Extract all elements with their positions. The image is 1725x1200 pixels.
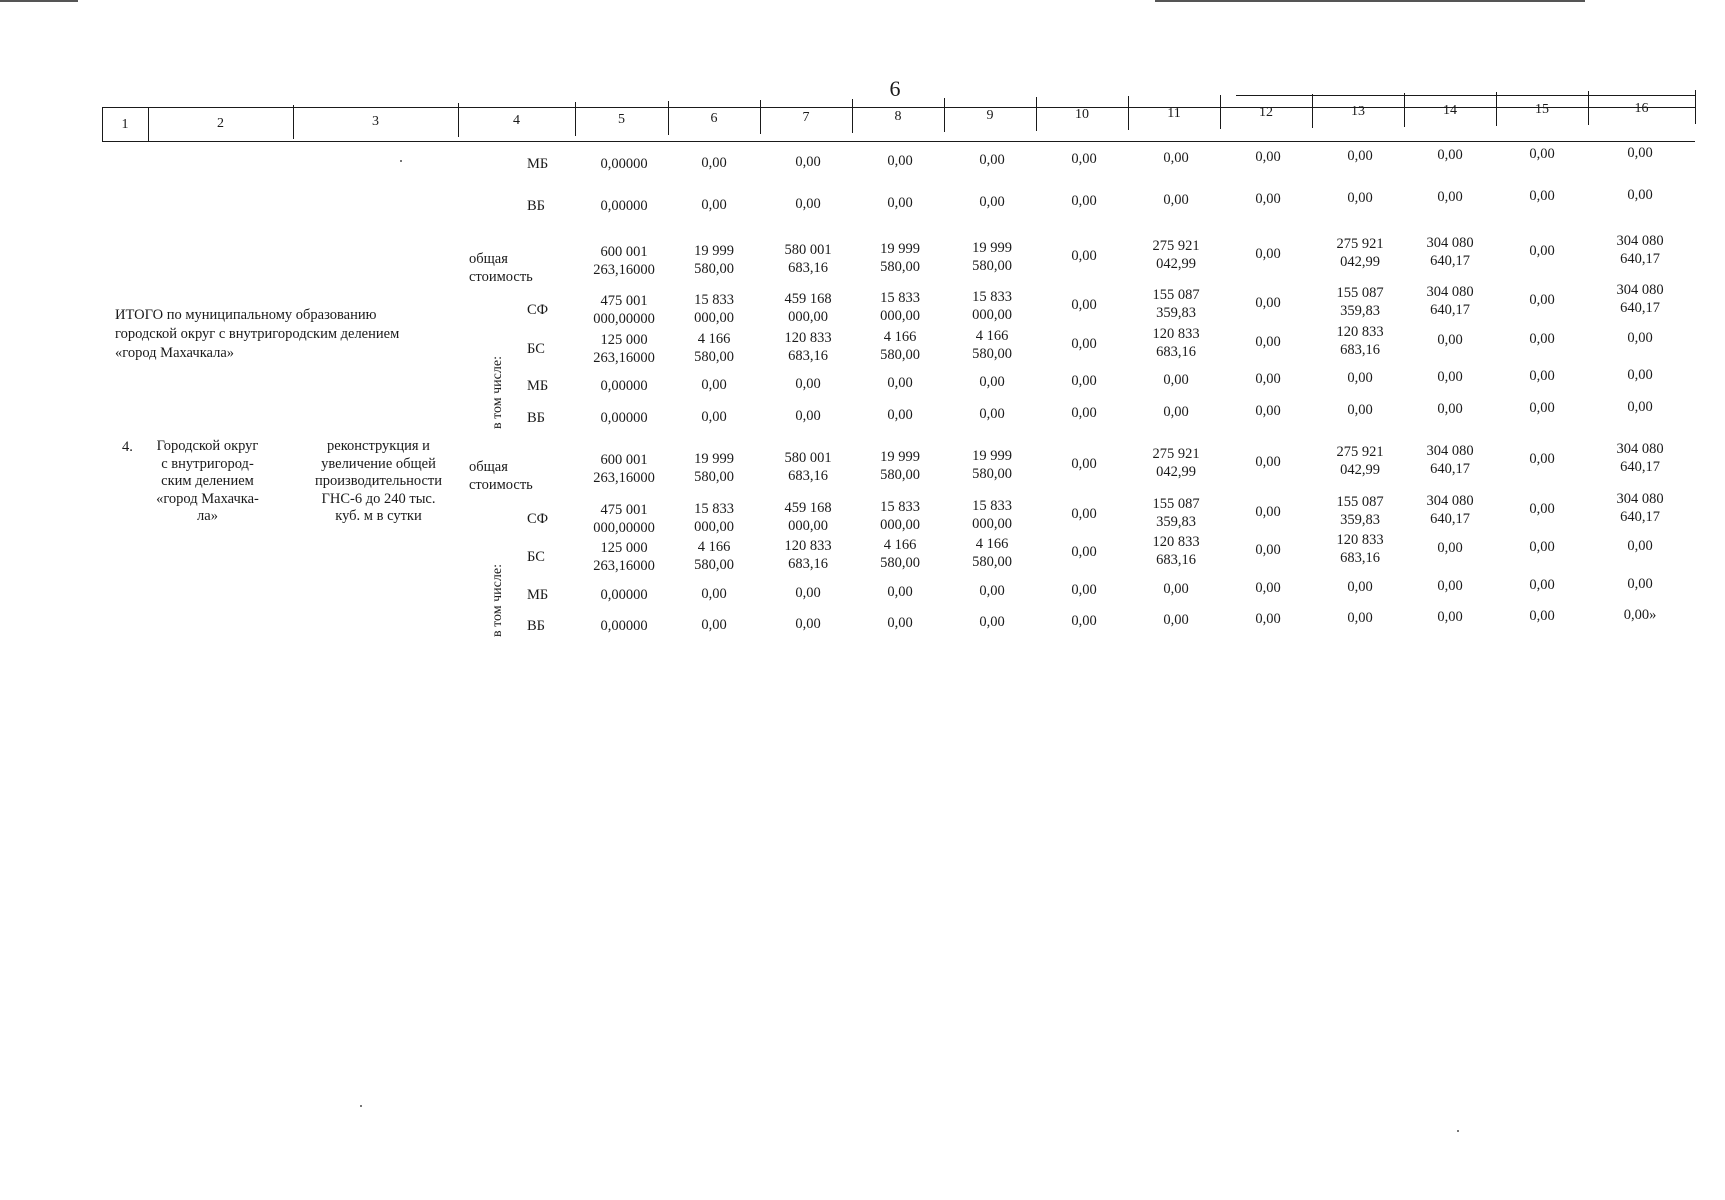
value-cell: 459 168 000,00 (784, 291, 832, 325)
value-cell: 0,00 (979, 406, 1005, 422)
scan-edge-mark (1155, 0, 1585, 2)
scan-edge-mark (0, 0, 78, 2)
source-code: БС (527, 341, 545, 357)
value-cell: 15 833 000,00 (694, 292, 734, 326)
value-cell: 0,00 (979, 583, 1005, 599)
value-cell: 0,00 (701, 377, 727, 393)
value-cell: 0,00 (887, 407, 913, 423)
column-header-12: 12 (1259, 105, 1273, 120)
value-cell: 4 166 580,00 (972, 536, 1012, 570)
value-cell: 0,00 (795, 154, 821, 170)
value-cell: 304 080 640,17 (1616, 491, 1664, 525)
value-cell: 0,00 (1529, 451, 1555, 467)
value-cell: 0,00 (1163, 581, 1189, 597)
value-cell: 120 833 683,16 (1152, 326, 1200, 360)
value-cell: 0,00000 (600, 618, 648, 634)
value-cell: 0,00 (1529, 400, 1555, 416)
value-cell: 0,00 (1071, 405, 1097, 421)
value-cell: 0,00 (701, 155, 727, 171)
value-cell: 0,00 (1529, 292, 1555, 308)
value-cell: 155 087 359,83 (1336, 494, 1384, 528)
column-header-6: 6 (710, 111, 718, 126)
item-name: Городской округ с внутригород- ским делением «город Махачка- ла» (156, 438, 259, 524)
value-cell: 0,00 (1529, 539, 1555, 555)
value-cell: 0,00 (1347, 148, 1373, 164)
value-cell: 475 001 000,00000 (593, 293, 655, 327)
value-cell: 0,00 (701, 586, 727, 602)
value-cell: 0,00 (1529, 146, 1555, 162)
value-cell: 0,00» (1623, 607, 1657, 623)
value-cell: 0,00 (1437, 540, 1463, 556)
value-cell: 0,00 (979, 152, 1005, 168)
value-cell: 0,00 (1529, 501, 1555, 517)
value-cell: 0,00 (887, 615, 913, 631)
value-cell: 15 833 000,00 (694, 501, 734, 535)
value-cell: 155 087 359,83 (1152, 496, 1200, 530)
value-cell: 459 168 000,00 (784, 500, 832, 534)
source-code: МБ (527, 378, 549, 394)
value-cell: 4 166 580,00 (694, 331, 734, 365)
value-cell: 0,00 (887, 375, 913, 391)
value-cell: 0,00000 (600, 378, 648, 394)
value-cell: 0,00 (1437, 189, 1463, 205)
value-cell: 0,00 (1627, 576, 1653, 592)
value-cell: 0,00 (1255, 334, 1281, 350)
value-cell: 19 999 580,00 (972, 448, 1012, 482)
column-header-14: 14 (1443, 103, 1457, 118)
value-cell: 0,00 (1255, 454, 1281, 470)
column-header-8: 8 (894, 109, 902, 124)
value-cell: 580 001 683,16 (784, 450, 832, 484)
including-label: в том числе: (490, 564, 505, 637)
total-cost-label: общая стоимость (469, 251, 533, 285)
value-cell: 0,00 (1071, 297, 1097, 313)
value-cell: 0,00 (1627, 187, 1653, 203)
column-header-2: 2 (217, 116, 224, 131)
value-cell: 0,00 (887, 584, 913, 600)
value-cell: 0,00 (795, 585, 821, 601)
value-cell: 0,00 (795, 376, 821, 392)
value-cell: 0,00 (1163, 150, 1189, 166)
source-code: ВБ (527, 618, 545, 634)
itogo-title: ИТОГО по муниципальному образованию городской округ с внутригородским делением «город Махачкала» (115, 307, 400, 361)
value-cell: 0,00 (1071, 373, 1097, 389)
source-code: СФ (527, 511, 549, 527)
value-cell: 4 166 580,00 (880, 537, 920, 571)
value-cell: 0,00 (1071, 613, 1097, 629)
value-cell: 0,00 (1627, 367, 1653, 383)
header-divider (1695, 90, 1696, 124)
value-cell: 0,00 (1529, 608, 1555, 624)
value-cell: 0,00 (1627, 538, 1653, 554)
value-cell: 0,00 (1529, 188, 1555, 204)
value-cell: 275 921 042,99 (1336, 236, 1384, 270)
value-cell: 0,00 (795, 616, 821, 632)
value-cell: 275 921 042,99 (1152, 446, 1200, 480)
column-header-15: 15 (1535, 102, 1549, 117)
value-cell: 0,00 (1163, 404, 1189, 420)
value-cell: 275 921 042,99 (1336, 444, 1384, 478)
column-header-13: 13 (1351, 104, 1365, 119)
value-cell: 0,00 (1255, 295, 1281, 311)
value-cell: 0,00 (1255, 149, 1281, 165)
value-cell: 0,00 (1627, 145, 1653, 161)
value-cell: 0,00 (887, 153, 913, 169)
value-cell: 304 080 640,17 (1426, 493, 1474, 527)
value-cell: 0,00 (1437, 369, 1463, 385)
value-cell: 0,00 (1255, 403, 1281, 419)
value-cell: 304 080 640,17 (1426, 443, 1474, 477)
value-cell: 155 087 359,83 (1152, 287, 1200, 321)
value-cell: 0,00000 (600, 410, 648, 426)
value-cell: 0,00 (1347, 190, 1373, 206)
value-cell: 4 166 580,00 (972, 328, 1012, 362)
value-cell: 0,00 (979, 374, 1005, 390)
column-header-5: 5 (618, 112, 625, 127)
source-code: БС (527, 549, 545, 565)
value-cell: 19 999 580,00 (694, 451, 734, 485)
value-cell: 0,00 (1071, 506, 1097, 522)
value-cell: 19 999 580,00 (880, 449, 920, 483)
value-cell: 0,00 (1071, 336, 1097, 352)
value-cell: 0,00 (1255, 246, 1281, 262)
including-label: в том числе: (490, 356, 505, 429)
value-cell: 0,00 (1255, 580, 1281, 596)
value-cell: 0,00 (1255, 611, 1281, 627)
column-header-1: 1 (121, 117, 129, 132)
column-header-4: 4 (513, 113, 520, 128)
column-header-3: 3 (372, 114, 379, 129)
value-cell: 19 999 580,00 (972, 240, 1012, 274)
value-cell: 0,00000 (600, 198, 648, 214)
value-cell: 155 087 359,83 (1336, 285, 1384, 319)
value-cell: 4 166 580,00 (880, 329, 920, 363)
value-cell: 600 001 263,16000 (593, 452, 655, 486)
value-cell: 0,00 (1437, 147, 1463, 163)
value-cell: 304 080 640,17 (1426, 284, 1474, 318)
value-cell: 0,00 (887, 195, 913, 211)
value-cell: 0,00 (1347, 370, 1373, 386)
value-cell: 0,00 (1529, 243, 1555, 259)
scan-speck (1457, 1130, 1459, 1132)
value-cell: 0,00 (1255, 371, 1281, 387)
value-cell: 0,00 (1071, 456, 1097, 472)
value-cell: 0,00 (1255, 504, 1281, 520)
value-cell: 0,00 (1347, 579, 1373, 595)
value-cell: 125 000 263,16000 (593, 332, 655, 366)
header-top-rule-right (1236, 95, 1695, 96)
value-cell: 4 166 580,00 (694, 539, 734, 573)
value-cell: 0,00 (1163, 372, 1189, 388)
value-cell: 15 833 000,00 (880, 499, 920, 533)
value-cell: 0,00 (1347, 610, 1373, 626)
value-cell: 0,00 (1071, 151, 1097, 167)
scan-speck (360, 1105, 362, 1107)
value-cell: 580 001 683,16 (784, 242, 832, 276)
value-cell: 600 001 263,16000 (593, 244, 655, 278)
value-cell: 0,00 (1071, 248, 1097, 264)
source-code: СФ (527, 302, 549, 318)
value-cell: 304 080 640,17 (1616, 441, 1664, 475)
value-cell: 304 080 640,17 (1616, 282, 1664, 316)
value-cell: 0,00 (1437, 578, 1463, 594)
value-cell: 0,00 (795, 408, 821, 424)
value-cell: 120 833 683,16 (1336, 532, 1384, 566)
value-cell: 0,00 (1437, 401, 1463, 417)
value-cell: 15 833 000,00 (880, 290, 920, 324)
source-code: ВБ (527, 410, 545, 426)
value-cell: 15 833 000,00 (972, 289, 1012, 323)
value-cell: 120 833 683,16 (1152, 534, 1200, 568)
value-cell: 0,00 (1627, 330, 1653, 346)
value-cell: 0,00 (1627, 399, 1653, 415)
value-cell: 0,00 (701, 617, 727, 633)
value-cell: 0,00 (979, 614, 1005, 630)
value-cell: 0,00 (1255, 191, 1281, 207)
value-cell: 0,00 (1163, 612, 1189, 628)
scan-speck (400, 160, 402, 162)
value-cell: 0,00 (1071, 582, 1097, 598)
value-cell: 0,00 (1071, 193, 1097, 209)
value-cell: 475 001 000,00000 (593, 502, 655, 536)
value-cell: 0,00 (979, 194, 1005, 210)
value-cell: 0,00 (1255, 542, 1281, 558)
value-cell: 0,00 (1347, 402, 1373, 418)
value-cell: 120 833 683,16 (1336, 324, 1384, 358)
value-cell: 0,00 (1529, 331, 1555, 347)
value-cell: 0,00 (795, 196, 821, 212)
source-code: ВБ (527, 198, 545, 214)
value-cell: 304 080 640,17 (1616, 233, 1664, 267)
column-header-9: 9 (986, 108, 994, 123)
value-cell: 275 921 042,99 (1152, 238, 1200, 272)
value-cell: 304 080 640,17 (1426, 235, 1474, 269)
column-header-11: 11 (1167, 106, 1181, 121)
source-code: МБ (527, 587, 549, 603)
value-cell: 0,00 (701, 409, 727, 425)
value-cell: 15 833 000,00 (972, 498, 1012, 532)
value-cell: 125 000 263,16000 (593, 540, 655, 574)
value-cell: 0,00 (1437, 332, 1463, 348)
total-cost-label: общая стоимость (469, 459, 533, 493)
value-cell: 0,00 (1071, 544, 1097, 560)
item-description: реконструкция и увеличение общей производительности ГНС-6 до 240 тыс. куб. м в сутки (315, 438, 442, 524)
header-bottom-rule (102, 141, 1695, 142)
value-cell: 0,00 (1437, 609, 1463, 625)
value-cell: 0,00 (1529, 577, 1555, 593)
value-cell: 19 999 580,00 (694, 243, 734, 277)
value-cell: 120 833 683,16 (784, 538, 832, 572)
page-number: 6 (889, 76, 901, 101)
column-header-16: 16 (1634, 101, 1649, 116)
item-number: 4. (122, 439, 133, 455)
value-cell: 19 999 580,00 (880, 241, 920, 275)
column-header-10: 10 (1075, 107, 1089, 122)
value-cell: 120 833 683,16 (784, 330, 832, 364)
column-header-7: 7 (802, 110, 810, 125)
value-cell: 0,00000 (600, 587, 648, 603)
value-cell: 0,00 (1163, 192, 1189, 208)
source-code: МБ (527, 156, 549, 172)
value-cell: 0,00000 (600, 156, 648, 172)
value-cell: 0,00 (701, 197, 727, 213)
value-cell: 0,00 (1529, 368, 1555, 384)
